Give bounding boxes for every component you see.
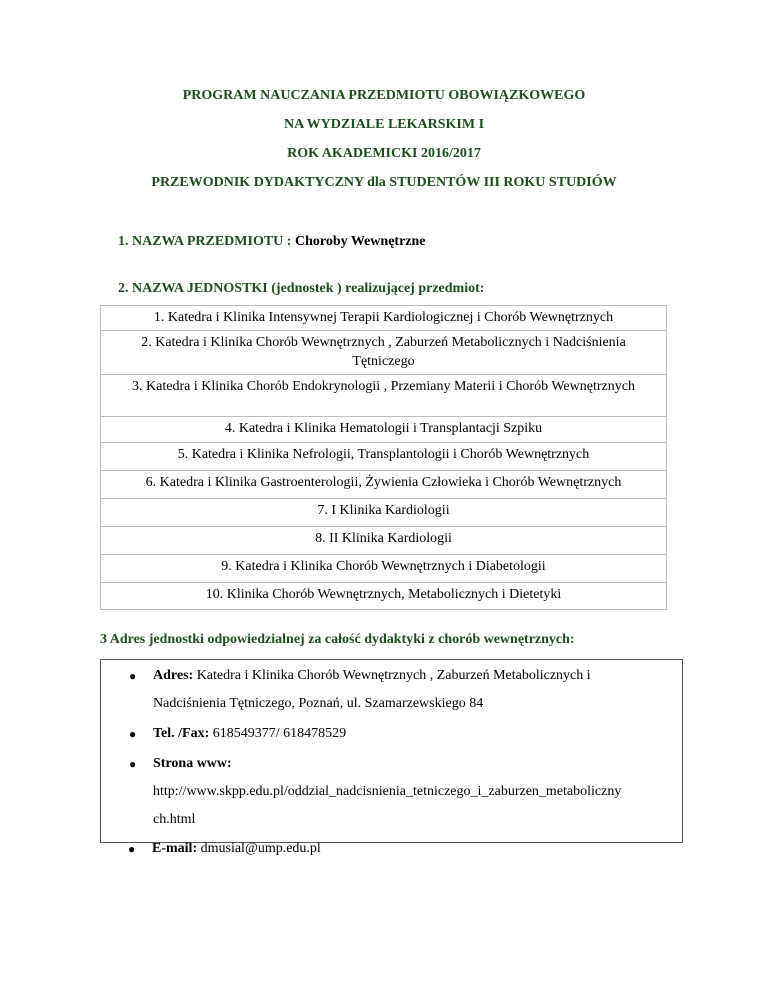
unit-row-5: 5. Katedra i Klinika Nefrologii, Transplantologii i Chorób Wewnętrznych <box>100 442 667 470</box>
email-entry <box>152 835 321 863</box>
address-label: Adres: <box>153 668 194 683</box>
bullet-icon: ● <box>129 727 137 741</box>
header-line-3: ROK AKADEMICKI 2016/2017 <box>287 146 481 161</box>
section-2-heading: 2. NAZWA JEDNOSTKI (jednostek ) realizującej przedmiot: <box>118 281 485 296</box>
unit-row-2: 2. Katedra i Klinika Chorób Wewnętrznych , Zaburzeń Metabolicznych i Nadciśnienia Tętniczego <box>100 330 667 374</box>
phone-entry <box>153 720 678 748</box>
unit-row-9: 9. Katedra i Klinika Chorób Wewnętrznych i Diabetologii <box>100 554 667 582</box>
phone-label: Tel. /Fax: <box>153 726 210 741</box>
unit-row-6: 6. Katedra i Klinika Gastroenterologii, Żywienia Człowieka i Chorób Wewnętrznych <box>100 470 667 498</box>
address-entry <box>153 662 678 690</box>
www-link-line-2[interactable]: ch.html <box>153 812 196 827</box>
section-3-heading: 3 Adres jednostki odpowiedzialnej za całość dydaktyki z chorób wewnętrznych: <box>100 632 575 647</box>
unit-row-10: 10. Klinika Chorób Wewnętrznych, Metabolicznych i Dietetyki <box>100 582 667 610</box>
phone-value: 618549377/ 618478529 <box>209 726 347 741</box>
header-line-4: PRZEWODNIK DYDAKTYCZNY dla STUDENTÓW III ROKU STUDIÓW <box>151 175 617 190</box>
section-1-value: Choroby Wewnętrzne <box>294 234 426 249</box>
email-label: E-mail: <box>152 841 198 856</box>
units-table <box>100 305 667 610</box>
unit-row-8: 8. II Klinika Kardiologii <box>100 526 667 554</box>
www-label: Strona www: <box>153 756 232 771</box>
email-value[interactable]: dmusial@ump.edu.pl <box>197 841 321 856</box>
www-entry <box>153 750 678 778</box>
address-line-1: Katedra i Klinika Chorób Wewnętrznych , Zaburzeń Metabolicznych i <box>193 668 591 683</box>
contact-box <box>100 659 683 843</box>
bullet-icon: ● <box>128 842 136 856</box>
header-line-2: NA WYDZIALE LEKARSKIM I <box>283 117 485 132</box>
unit-row-1: 1. Katedra i Klinika Intensywnej Terapii Kardiologicznej i Chorób Wewnętrznych <box>100 305 667 330</box>
www-link-line-1[interactable]: http://www.skpp.edu.pl/oddzial_nadcisnienia_tetniczego_i_zaburzen_metaboliczny <box>153 784 622 799</box>
unit-row-7: 7. I Klinika Kardiologii <box>100 498 667 526</box>
section-1-label: 1. NAZWA PRZEDMIOTU : <box>118 234 295 249</box>
header-line-1: PROGRAM NAUCZANIA PRZEDMIOTU OBOWIĄZKOWEGO <box>182 88 586 103</box>
address-line-2: Nadciśnienia Tętniczego, Poznań, ul. Szamarzewskiego 84 <box>153 696 484 711</box>
bullet-icon: ● <box>129 757 137 771</box>
section-1-heading <box>118 234 426 250</box>
bullet-icon: ● <box>129 669 137 683</box>
unit-row-4: 4. Katedra i Klinika Hematologii i Transplantacji Szpiku <box>100 416 667 442</box>
unit-row-3: 3. Katedra i Klinika Chorób Endokrynologii , Przemiany Materii i Chorób Wewnętrznych <box>100 374 667 416</box>
